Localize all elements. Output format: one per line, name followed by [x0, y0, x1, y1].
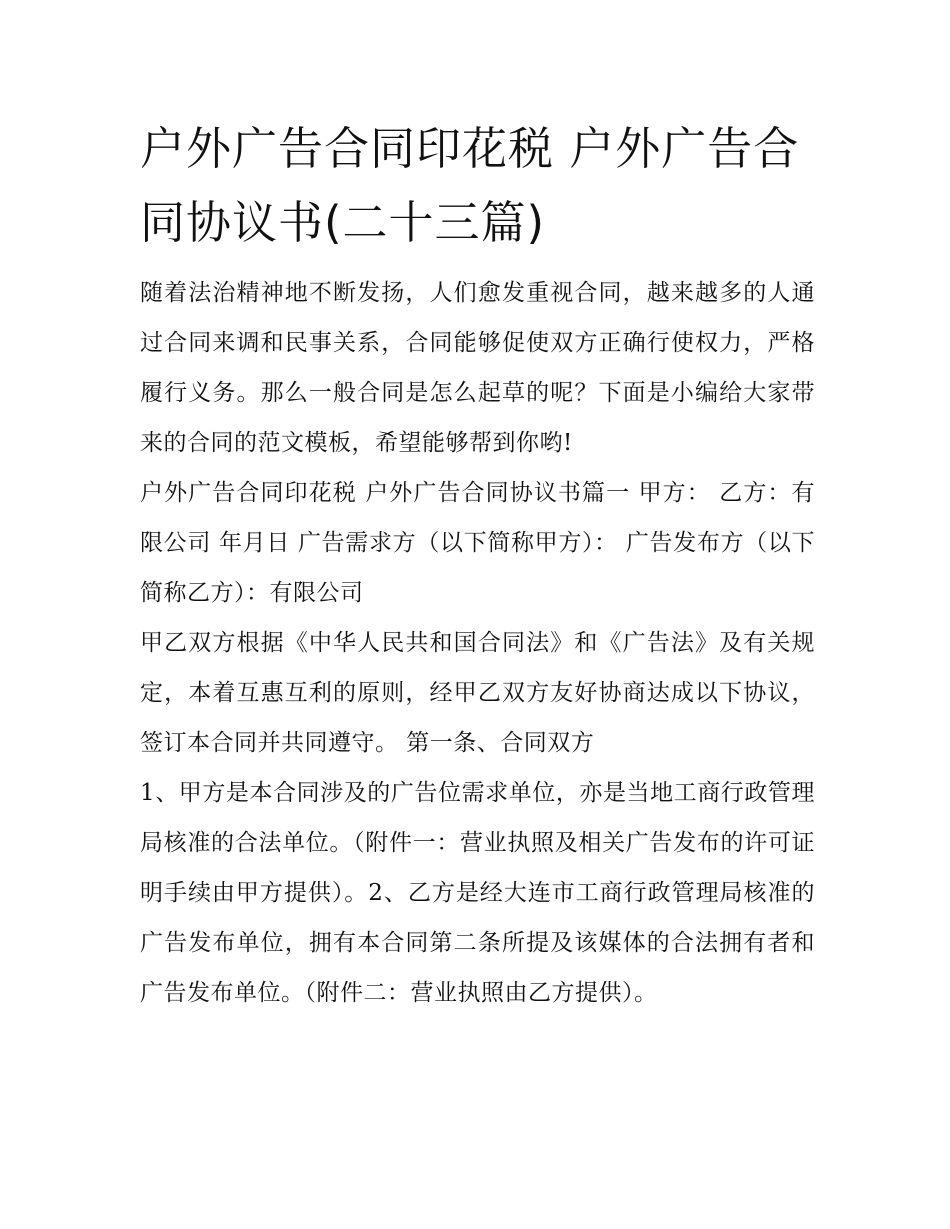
- document-title: 户外广告合同印花税 户外广告合同协议书(二十三篇): [140, 122, 800, 249]
- document-page: [140, 112, 815, 1018]
- paragraph-intro: 随着法治精神地不断发扬，人们愈发重视合同，越来越多的人通过合同来调和民事关系，合同能够促使双方正确行使权力，严格履行义务。那么一般合同是怎么起草的呢？下面是小编给大家带来的合同的范文模板，希望能够帮到你哟!: [140, 280, 815, 456]
- paragraph-basis: 甲乙双方根据《中华人民共和国合同法》和《广告法》及有关规定，本着互惠互利的原则，经甲乙双方友好协商达成以下协议，签订本合同并共同遵守。 第一条、合同双方: [140, 630, 815, 756]
- paragraph-article-one: 1、甲方是本合同涉及的广告位需求单位，亦是当地工商行政管理局核准的合法单位。（附件一：营业执照及相关广告发布的许可证明手续由甲方提供）。2、乙方是经大连市工商行政管理局核准的广告发布单位，拥有本合同第二条所提及该媒体的合法拥有者和广告发布单位。（附件二：营业执照由乙方提供）。: [140, 780, 815, 1006]
- paragraph-parties: 户外广告合同印花税 户外广告合同协议书篇一 甲方： 乙方：有限公司 年月日 广告需求方（以下简称甲方）： 广告发布方（以下简称乙方）：有限公司: [140, 480, 815, 606]
